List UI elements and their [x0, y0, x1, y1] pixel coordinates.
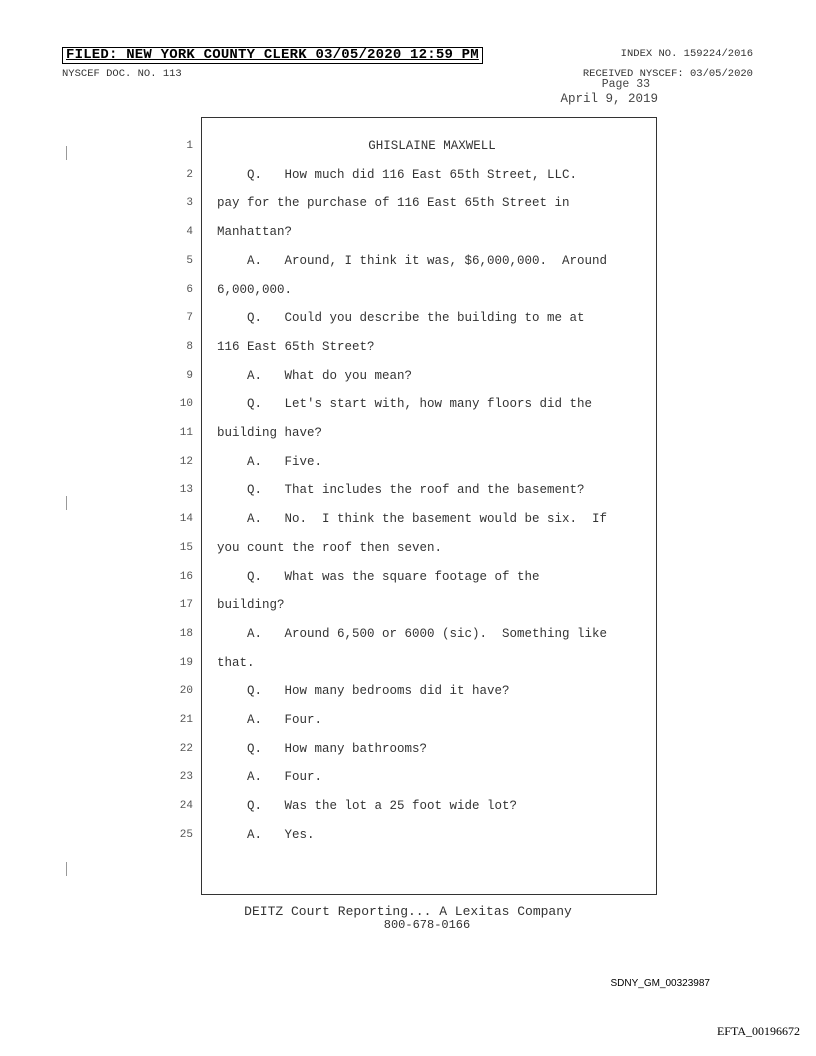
- line-number: 10: [179, 398, 193, 410]
- scan-mark: [66, 146, 67, 160]
- transcript-line: A. Yes.: [217, 828, 315, 842]
- transcript-line: Q. What was the square footage of the: [217, 570, 540, 584]
- transcript-line: Q. How many bathrooms?: [217, 742, 428, 756]
- transcript-line: Q. Let's start with, how many floors did the: [217, 397, 593, 411]
- transcript-line: Q. How many bedrooms did it have?: [217, 684, 510, 698]
- transcript-line: A. Four.: [217, 713, 323, 727]
- transcript-line: building?: [217, 598, 285, 612]
- reporter-phone: 800-678-0166: [383, 918, 471, 932]
- transcript-line: A. Around 6,500 or 6000 (sic). Something like: [217, 627, 608, 641]
- line-number: 12: [179, 456, 193, 468]
- line-number: 24: [179, 800, 193, 812]
- line-number: 6: [186, 284, 193, 296]
- line-number: 16: [179, 571, 193, 583]
- line-number: 18: [179, 628, 193, 640]
- transcript-line: A. What do you mean?: [217, 369, 413, 383]
- witness-name: GHISLAINE MAXWELL: [368, 139, 496, 153]
- transcript-line: you count the roof then seven.: [217, 541, 443, 555]
- line-number: 21: [179, 714, 193, 726]
- bates-number: SDNY_GM_00323987: [610, 978, 710, 989]
- transcript-line: building have?: [217, 426, 323, 440]
- transcript-line: Q. Could you describe the building to me at: [217, 311, 585, 325]
- line-number: 9: [186, 370, 193, 382]
- transcript-line: A. Five.: [217, 455, 323, 469]
- transcript-line: Q. How much did 116 East 65th Street, LLC.: [217, 168, 578, 182]
- transcript-line: A. Four.: [217, 770, 323, 784]
- transcript-line: A. No. I think the basement would be six. If: [217, 512, 608, 526]
- line-number: 14: [179, 513, 193, 525]
- line-number: 20: [179, 685, 193, 697]
- reporter-name: DEITZ Court Reporting... A Lexitas Company: [244, 904, 572, 919]
- line-number: 22: [179, 743, 193, 755]
- transcript-line: A. Around, I think it was, $6,000,000. Around: [217, 254, 608, 268]
- line-number: 23: [179, 771, 193, 783]
- line-number: 13: [179, 484, 193, 496]
- efta-number: EFTA_00196672: [716, 1024, 800, 1038]
- nyscef-doc-number: NYSCEF DOC. NO. 113: [62, 68, 182, 80]
- index-number: INDEX NO. 159224/2016: [620, 48, 753, 60]
- transcript-date: April 9, 2019: [560, 92, 658, 106]
- received-date: RECEIVED NYSCEF: 03/05/2020: [582, 68, 753, 80]
- line-number: 5: [186, 255, 193, 267]
- line-number: 1: [186, 140, 193, 152]
- transcript-line: that.: [217, 656, 255, 670]
- line-number: 7: [186, 312, 193, 324]
- line-number: 11: [179, 427, 193, 439]
- scan-mark: [66, 862, 67, 876]
- line-number: 17: [179, 599, 193, 611]
- scan-mark: [66, 496, 67, 510]
- line-number: 2: [186, 169, 193, 181]
- line-number: 3: [186, 197, 193, 209]
- line-number: 8: [186, 341, 193, 353]
- line-number: 19: [179, 657, 193, 669]
- page-number: Page 33: [601, 78, 650, 91]
- line-number: 25: [179, 829, 193, 841]
- transcript-line: Q. Was the lot a 25 foot wide lot?: [217, 799, 518, 813]
- line-number: 4: [186, 226, 193, 238]
- transcript-line: Q. That includes the roof and the basement?: [217, 483, 585, 497]
- transcript-line: pay for the purchase of 116 East 65th Street in: [217, 196, 570, 210]
- filed-stamp: FILED: NEW YORK COUNTY CLERK 03/05/2020 12:59 PM: [62, 47, 483, 64]
- line-number: 15: [179, 542, 193, 554]
- transcript-line: 6,000,000.: [217, 283, 293, 297]
- transcript-line: Manhattan?: [217, 225, 293, 239]
- transcript-line: 116 East 65th Street?: [217, 340, 375, 354]
